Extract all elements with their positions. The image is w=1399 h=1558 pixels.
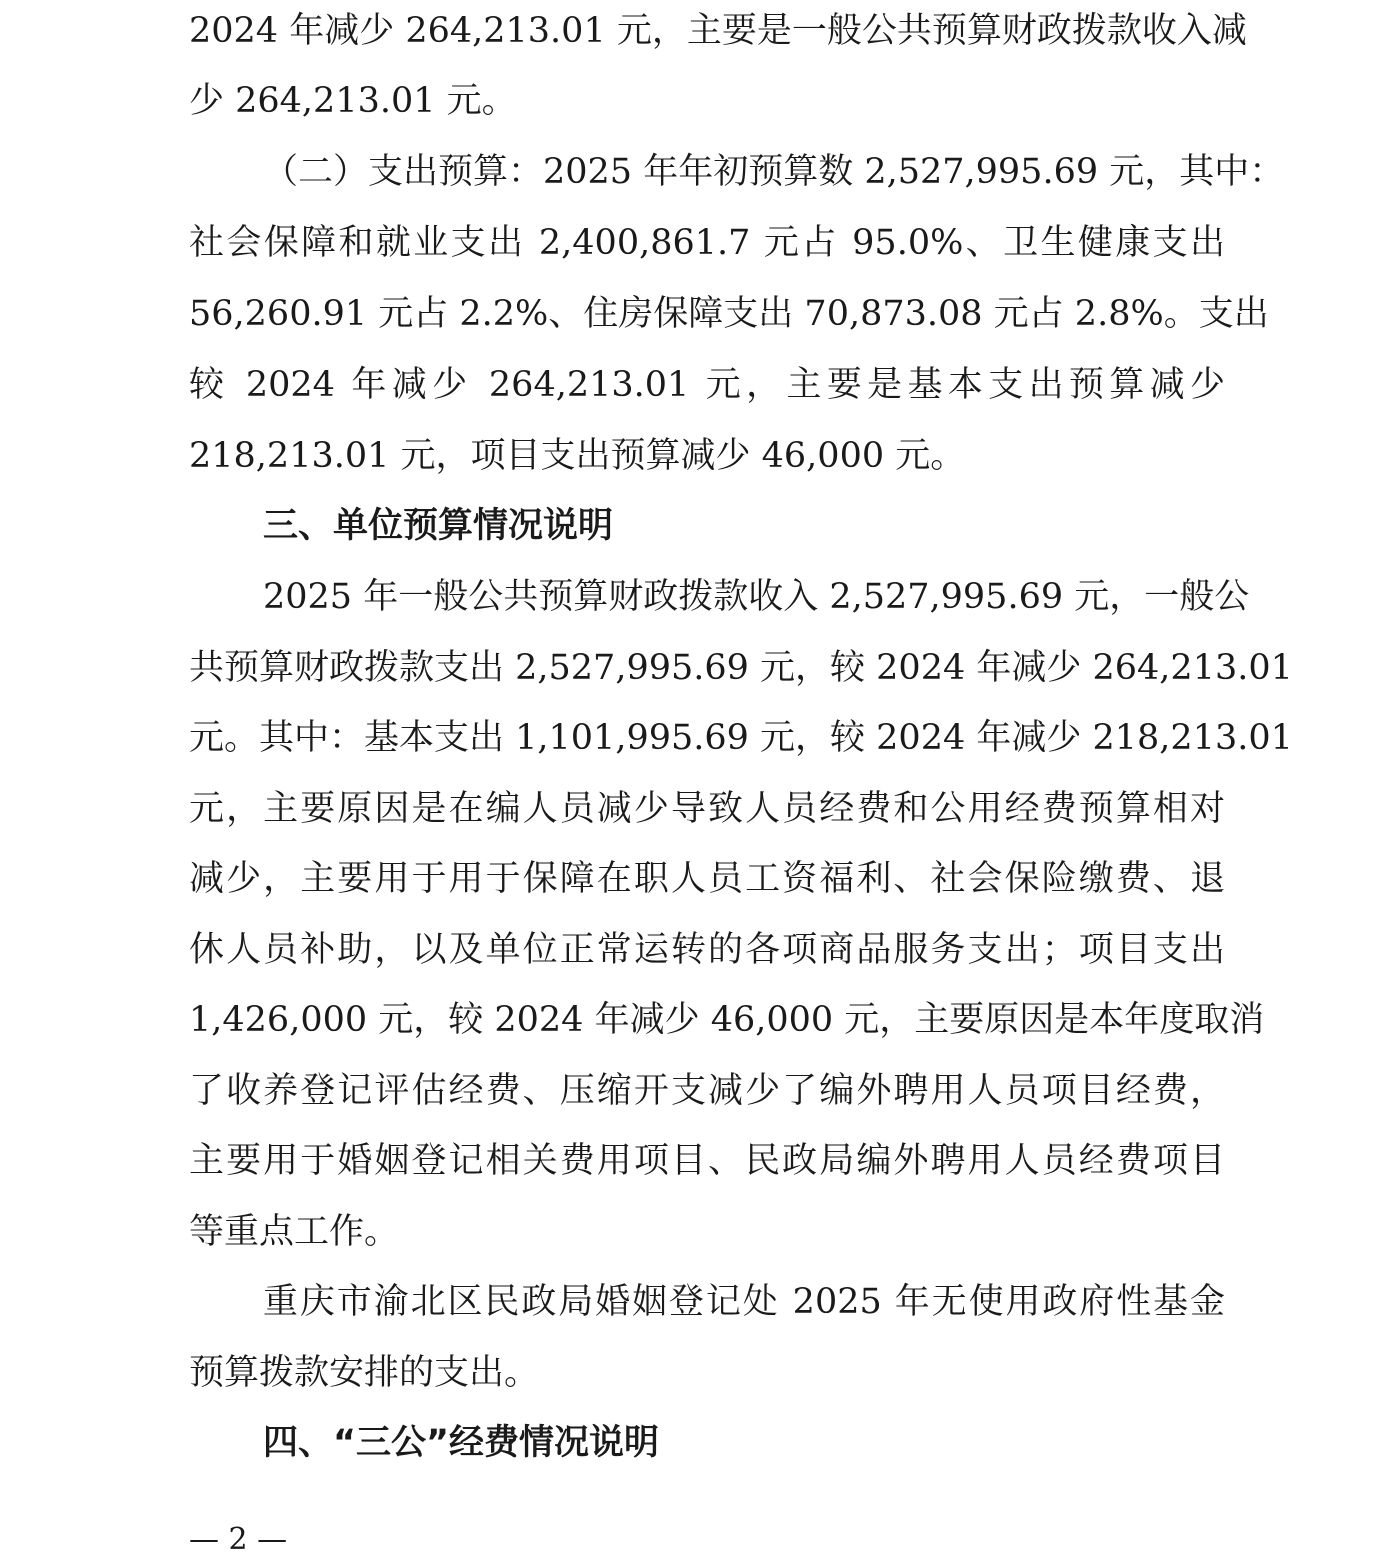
section-heading: 四、“三公”经费情况说明 — [263, 1423, 660, 1463]
text-line: 56,260.91 元占 2.2%、住房保障支出 70,873.08 元占 2.8%。支出 — [189, 294, 1269, 334]
text-line: 主要用于婚姻登记相关费用项目、民政局编外聘用人员经费项目 — [189, 1141, 1225, 1181]
text-line: 社会保障和就业支出 2,400,861.7 元占 95.0%、卫生健康支出 — [189, 223, 1225, 263]
text-line: 休人员补助，以及单位正常运转的各项商品服务支出；项目支出 — [189, 930, 1225, 970]
text-line: 重庆市渝北区民政局婚姻登记处 2025 年无使用政府性基金 — [263, 1282, 1225, 1322]
document-page — [189, 0, 1293, 1557]
page-number: — 2 — — [189, 1522, 288, 1557]
text-line: 少 264,213.01 元。 — [189, 81, 517, 121]
text-line: 元。其中：基本支出 1,101,995.69 元，较 2024 年减少 218,213.01 — [189, 718, 1293, 758]
section-heading: 三、单位预算情况说明 — [263, 506, 614, 546]
text-line: 了收养登记评估经费、压缩开支减少了编外聘用人员项目经费， — [189, 1071, 1225, 1111]
text-line: 2024 年减少 264,213.01 元，主要是一般公共预算财政拨款收入减 — [189, 11, 1247, 51]
text-line: 共预算财政拨款支出 2,527,995.69 元，较 2024 年减少 264,213.01 — [189, 648, 1293, 688]
text-line: 较 2024 年减少 264,213.01 元，主要是基本支出预算减少 — [189, 365, 1225, 405]
text-line: 预算拨款安排的支出。 — [189, 1353, 540, 1393]
text-line: （二）支出预算：2025 年年初预算数 2,527,995.69 元，其中： — [263, 152, 1285, 192]
text-line: 218,213.01 元，项目支出预算减少 46,000 元。 — [189, 436, 966, 476]
text-line: 1,426,000 元，较 2024 年减少 46,000 元，主要原因是本年度取消 — [189, 1000, 1265, 1040]
text-line: 等重点工作。 — [189, 1212, 400, 1252]
text-line: 2025 年一般公共预算财政拨款收入 2,527,995.69 元，一般公 — [263, 577, 1250, 617]
text-line: 元，主要原因是在编人员减少导致人员经费和公用经费预算相对 — [189, 789, 1225, 829]
text-line: 减少，主要用于用于保障在职人员工资福利、社会保险缴费、退 — [189, 859, 1225, 899]
